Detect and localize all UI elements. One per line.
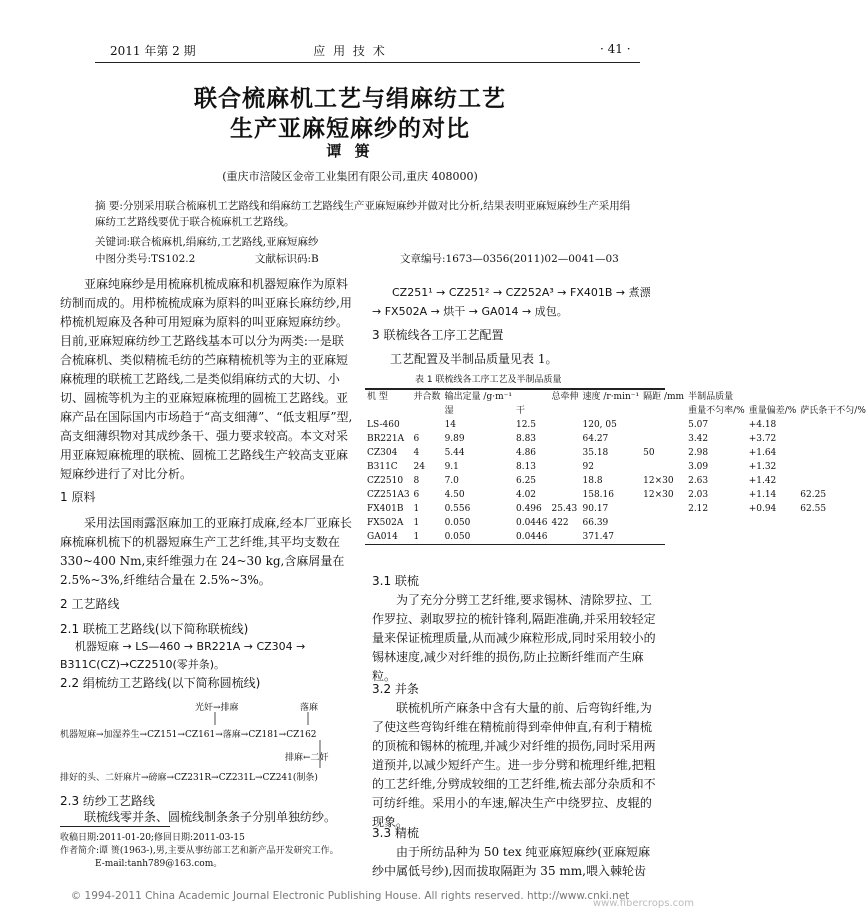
table-cell: 66.39 [582,518,609,528]
section-2-2-heading: 2.2 绢梳纺工艺路线(以下简称圆梳线) [60,676,261,690]
table-cell: 18.8 [582,476,603,486]
table-cell [641,516,686,530]
table-cell: 6 [413,490,420,500]
table-caption: 表 1 联梳线各工序工艺及半制品质量 [415,375,562,385]
table-cell [412,418,443,432]
table-cell: 2.12 [688,504,709,514]
table-cell: 422 [551,518,569,528]
table-cell [798,418,868,432]
table-cell: +0.94 [748,504,777,514]
table-cell: LS-460 [367,420,400,430]
section-3-2-text: 联梳机所产麻条中含有大量的前、后弯钩纤维,为了使这些弯钩纤维在精梳前得到牵伸伸直,有利于精梳的顶梳和锡林的梳理,并减少对纤维的损伤,同时采用两道预并,以减少短纤产生。进一步分劈和梳理纤维,把粗的工艺纤维,分劈成较细的工艺纤维,梳去部分杂质和不可纺纤维。采用小的车速,解决生产中绕罗拉、皮辊的现象。 [372,701,656,829]
table-header-cell [581,404,642,418]
table-bottom-rule [365,544,665,545]
table-cell: 0.050 [444,518,471,528]
table-cell: 9.1 [444,462,459,472]
table-cell: 3.42 [688,434,709,444]
table-cell: GA014 [367,532,398,542]
section-3-1-text: 为了充分分劈工艺纤维,要求锡林、清除罗拉、工作罗拉、剥取罗拉的梳针锋利,隔距准确,并采用较轻定量来保证梳理质量,从而减少麻粒形成,同时采用较小的锡林速度,减少对纤维的损伤,防止拉断纤维而产生麻粒。 [372,593,656,683]
table-cell: 6.25 [515,476,537,486]
spinning-flow-line1: CZ251¹ → CZ251² → CZ252A³ → FX401B → 煮漂 [392,286,651,299]
table-cell: 8 [413,476,420,486]
table-cell [747,530,799,544]
table-cell: FX502A [367,518,404,528]
table-header-cell [641,404,686,418]
table-cell: +4.18 [748,420,777,430]
table-cell: 0.0446 [515,532,548,542]
table-cell: 1 [413,532,420,542]
table-cell [549,474,580,488]
table-cell: 24 [413,462,425,472]
section-3-text: 工艺配置及半制品质量见表 1。 [390,352,558,366]
route-1-flow-line2: B311C(CZ)→CZ2510(零并条)。 [60,658,226,671]
table-header-cell: 半制品质量 [688,392,734,402]
table-cell [798,432,868,446]
table-cell: 2.98 [688,448,709,458]
table-row [365,502,868,516]
table-cell: 9.89 [444,434,465,444]
table-header-cell: 速度 /r·min⁻¹ [582,392,640,402]
table-cell: 120, 05 [582,420,617,430]
table-cell [641,502,686,516]
table-cell: 92 [582,462,594,472]
table-row [365,432,868,446]
abstract: 摘 要:分别采用联合梳麻机工艺路线和绢麻纺工艺路线生产亚麻短麻纱并做对比分析,结果表明亚麻短麻纱生产采用绢麻纺工艺路线要优于联合梳麻机工艺路线。 [95,200,631,228]
issue-label: 2011 年第 2 期 [110,44,196,58]
table-cell: 4.86 [515,448,537,458]
footnote-author-bio: 作者简介:谭 篑(1963-),男,主要从事纺部工艺和新产品开发研究工作。 [60,846,339,856]
table-cell: FX401B [367,504,404,514]
table-header-cell: 重量偏差/% [748,406,797,416]
table-cell: 35.18 [582,448,609,458]
table-cell: +1.32 [748,462,777,472]
section-3-heading: 3 联梳线各工序工艺配置 [372,328,504,342]
table-cell [549,530,580,544]
table-cell: 0.0446 [515,518,548,528]
table-header-cell [798,390,868,404]
section-1-text: 采用法国雨露沤麻加工的亚麻打成麻,经本厂亚麻长麻梳麻机梳下的机器短麻生产工艺纤维,其平均支数在 330~400 Nm,束纤维强力在 24~30 kg,含麻屑量在 2.5%~3%,纤维结合量在 2.5%~3%。 [60,516,352,587]
table-cell: 2.03 [688,490,709,500]
table-cell: 0.050 [444,532,471,542]
diagram-top-label-2: 落麻 [300,703,319,713]
table-cell: CZ304 [367,448,398,458]
table-header-cell [747,390,799,404]
table-row [365,446,868,460]
process-table [365,388,866,545]
table-header-cell [514,390,550,404]
table-cell: BR221A [367,434,405,444]
table-cell: 4 [413,448,420,458]
table-cell [798,460,868,474]
table-header-cell: 并合数 [413,392,441,402]
table-cell: 50 [643,448,655,458]
table-cell [549,432,580,446]
table-row [365,474,868,488]
table-cell [798,516,868,530]
section-3-1-heading: 3.1 联梳 [372,574,419,588]
table-cell [641,418,686,432]
table-cell: 25.43 [551,504,578,514]
table-header-cell [412,404,443,418]
copyright-footer: © 1994-2011 China Academic Journal Electronic Publishing House. All rights reserved. http://www.cnki.net [70,890,630,902]
table-cell: 6 [413,434,420,444]
table-cell [549,446,580,460]
table-cell [686,516,747,530]
table-header-cell: 隔距 /mm [643,392,685,402]
section-2-1-heading: 2.1 联梳工艺路线(以下简称联梳线) [60,622,249,636]
table-cell: 7.0 [444,476,459,486]
spinning-flow-line2: → FX502A → 烘干 → GA014 → 成包。 [372,305,568,318]
diagram-side-label: 排麻←二奸 [285,753,329,763]
table-cell [641,460,686,474]
page-number: · 41 · [600,42,631,56]
table-header-cell: 干 [515,406,525,416]
journal-name: 应 用 技 术 [313,44,387,58]
table-header-row-2 [365,404,868,418]
table-cell: 371.47 [582,532,614,542]
table-cell: 62.25 [800,490,827,500]
process-table-grid [365,390,868,544]
table-cell [798,530,868,544]
table-cell [798,446,868,460]
author-affiliation: (重庆市涪陵区金帝工业集团有限公司,重庆 408000) [222,170,478,183]
table-cell: +1.14 [748,490,777,500]
section-2-heading: 2 工艺路线 [60,597,120,611]
table-cell: 12×30 [643,490,674,500]
section-3-3-heading: 3.3 精梳 [372,826,419,840]
table-row [365,418,868,432]
table-cell [641,530,686,544]
section-2-3-heading: 2.3 纺纱工艺路线 [60,794,155,808]
table-cell: 12.5 [515,420,537,430]
table-header-cell: 湿 [444,406,454,416]
table-cell: B311C [367,462,398,472]
table-header-row-1 [365,390,868,404]
table-cell: 90.17 [582,504,609,514]
table-cell [549,418,580,432]
route-1-flow-line1: 机器短麻 → LS—460 → BR221A → CZ304 → [75,640,306,653]
table-cell: 5.44 [444,448,465,458]
table-cell [641,432,686,446]
table-cell: +1.42 [748,476,777,486]
diagram-main-line: 机器短麻→加湿养生→CZ151→CZ161→落麻→CZ181→CZ162 [60,730,317,740]
author-name: 谭 篑 [326,142,374,160]
table-cell: 0.556 [444,504,471,514]
section-2-3-text: 联梳线零并条、圆梳线制条条子分别单独纺纱。 [84,810,337,824]
table-cell: 4.50 [444,490,465,500]
table-cell: CZ251A3 [367,490,410,500]
table-cell [798,474,868,488]
clc-number: 中图分类号:TS102.2 [95,253,196,265]
article-title-line1: 联合梳麻机工艺与绢麻纺工艺 [194,86,506,112]
intro-paragraph: 亚麻纯麻纱是用梳麻机梳成麻和机器短麻作为原料纺制而成的。用栉梳梳成麻为原料的叫亚麻长麻纺纱,用栉梳机短麻及各种可用短麻为原料的叫亚麻短麻纺纱。目前,亚麻短麻纺纱工艺路线基本可以分为两类:一是联合梳麻机、类似精梳毛纺的苎麻精梳机等为主的亚麻短麻梳理的联梳工艺路线,二是类似绢麻纺式的大切、小切、圆梳等机为主的亚麻短麻梳理的圆梳工艺路线。亚麻产品在国际国内市场趋于“高支细薄”、“低支粗厚”型,高支细薄织物对其成纱条干、强力要求较高。本文对采用亚麻短麻梳理的联梳、圆梳工艺路线生产较高支亚麻短麻纱进行了对比分析。 [60,277,353,481]
table-cell [549,460,580,474]
table-row [365,488,868,502]
table-cell: CZ2510 [367,476,404,486]
table-header-cell [549,404,580,418]
diagram-bottom-line: 排好的头、二奸麻片→磅麻→CZ231R→CZ231L→CZ241(制条) [60,773,318,783]
table-cell: 8.83 [515,434,537,444]
section-3-3-text: 由于所纺品种为 50 tex 纯亚麻短麻纱(亚麻短麻纱中属低号纱),因而拔取隔距为 35 mm,喂入棘轮齿 [372,845,651,878]
table-cell: 5.07 [688,420,709,430]
table-header-cell: 输出定量 /g·m⁻¹ [444,392,512,402]
table-header-cell: 萨氏条干不匀/% [800,406,866,416]
table-header-cell: 重量不匀率/% [688,406,745,416]
table-cell: +3.72 [748,434,777,444]
article-number: 文章编号:1673—0356(2011)02—0041—03 [400,253,619,265]
article-title-line2: 生产亚麻短麻纱的对比 [230,116,470,142]
table-cell: 12×30 [643,476,674,486]
table-cell: 4.02 [515,490,537,500]
table-cell: 64.27 [582,434,609,444]
table-cell: 2.63 [688,476,709,486]
table-cell: 62.55 [800,504,827,514]
table-cell: +1.64 [748,448,777,458]
table-header-cell: 机 型 [367,392,388,402]
table-cell: 3.09 [688,462,709,472]
table-body [365,418,868,544]
table-header-cell [365,404,412,418]
section-1-heading: 1 原料 [60,490,96,504]
section-3-2-heading: 3.2 并条 [372,682,419,696]
footnote-dates: 收稿日期:2011-01-20;修回日期:2011-03-15 [60,833,245,843]
table-cell [549,488,580,502]
table-row [365,516,868,530]
diagram-top-label-1: 光奸→排麻 [195,703,239,713]
table-cell: 14 [444,420,457,430]
table-header-cell: 总牵伸 [551,392,579,402]
table-cell [686,530,747,544]
table-cell [747,516,799,530]
table-cell: 1 [413,504,420,514]
watermark: www.fibercrops.com [592,898,694,909]
table-cell: 8.13 [515,462,537,472]
document-code: 文献标识码:B [255,253,319,265]
table-cell: 1 [413,518,420,528]
table-row [365,530,868,544]
keywords: 关键词:联合梳麻机,绢麻纺,工艺路线,亚麻短麻纱 [95,236,319,248]
footnote-email: E-mail:tanh789@163.com。 [95,859,223,869]
table-cell: 158.16 [582,490,614,500]
footnote-rule [60,826,170,827]
table-cell: 0.496 [515,504,542,514]
table-row [365,460,868,474]
